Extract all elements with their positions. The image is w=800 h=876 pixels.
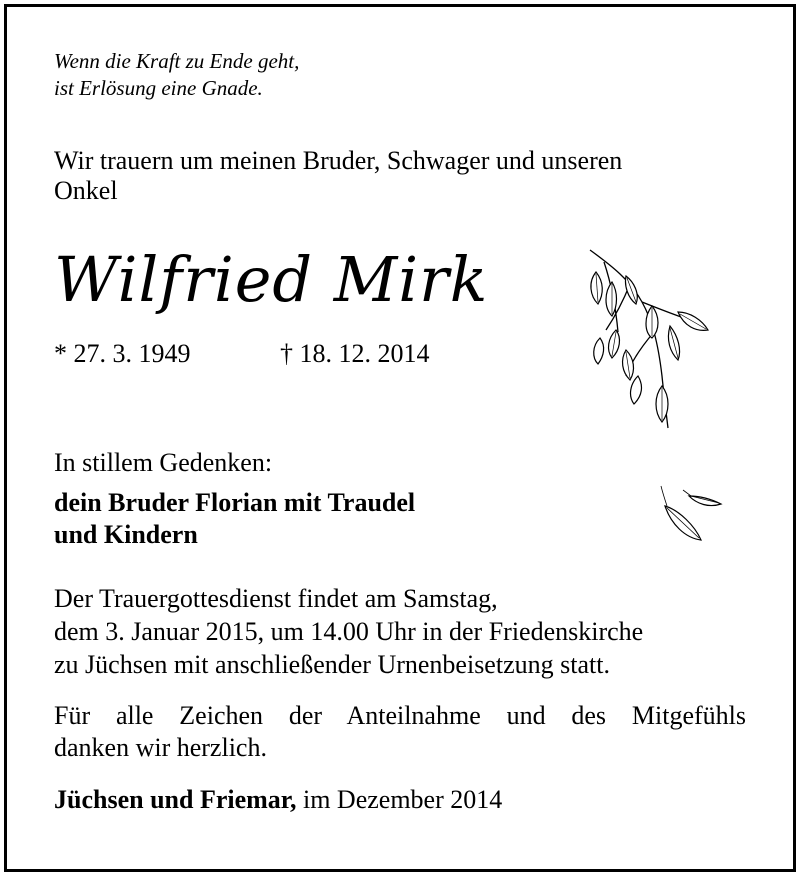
mourner-names <box>54 487 415 551</box>
closing-line <box>54 785 502 815</box>
thanks-line-2: danken wir herzlich. <box>54 733 267 762</box>
motto-line-1: Wenn die Kraft zu Ende geht, <box>54 49 300 73</box>
birch-branch-icon <box>582 246 722 436</box>
motto-line-2: ist Erlösung eine Gnade. <box>54 76 263 100</box>
thanks-line-1: Für alle Zeichen der Anteilnahme und des Mitgefühls <box>54 701 746 730</box>
deceased-name: Wilfried Mirk <box>54 243 489 316</box>
motto <box>54 48 299 102</box>
thanks-text <box>54 700 746 764</box>
falling-leaves-icon <box>655 484 730 546</box>
death-date: † 18. 12. 2014 <box>280 339 430 368</box>
service-line-1: Der Trauergottesdienst findet am Samstag, <box>54 584 498 613</box>
birth-date: * 27. 3. 1949 <box>54 339 191 368</box>
life-dates <box>54 338 554 370</box>
remembrance-heading: In stillem Gedenken: <box>54 448 273 477</box>
service-info <box>54 582 754 681</box>
mourner-line-2: und Kindern <box>54 520 198 549</box>
intro-line-2: Onkel <box>54 176 118 205</box>
service-line-2: dem 3. Januar 2015, um 14.00 Uhr in der Friedenskirche <box>54 617 644 646</box>
intro-line-1: Wir trauern um meinen Bruder, Schwager und unseren <box>54 146 623 175</box>
mourner-line-1: dein Bruder Florian mit Traudel <box>54 488 416 517</box>
closing-date: im Dezember 2014 <box>296 785 503 814</box>
closing-places: Jüchsen und Friemar, <box>54 785 297 814</box>
intro-text <box>54 146 754 206</box>
service-line-3: zu Jüchsen mit anschließender Urnenbeisetzung statt. <box>54 650 610 679</box>
